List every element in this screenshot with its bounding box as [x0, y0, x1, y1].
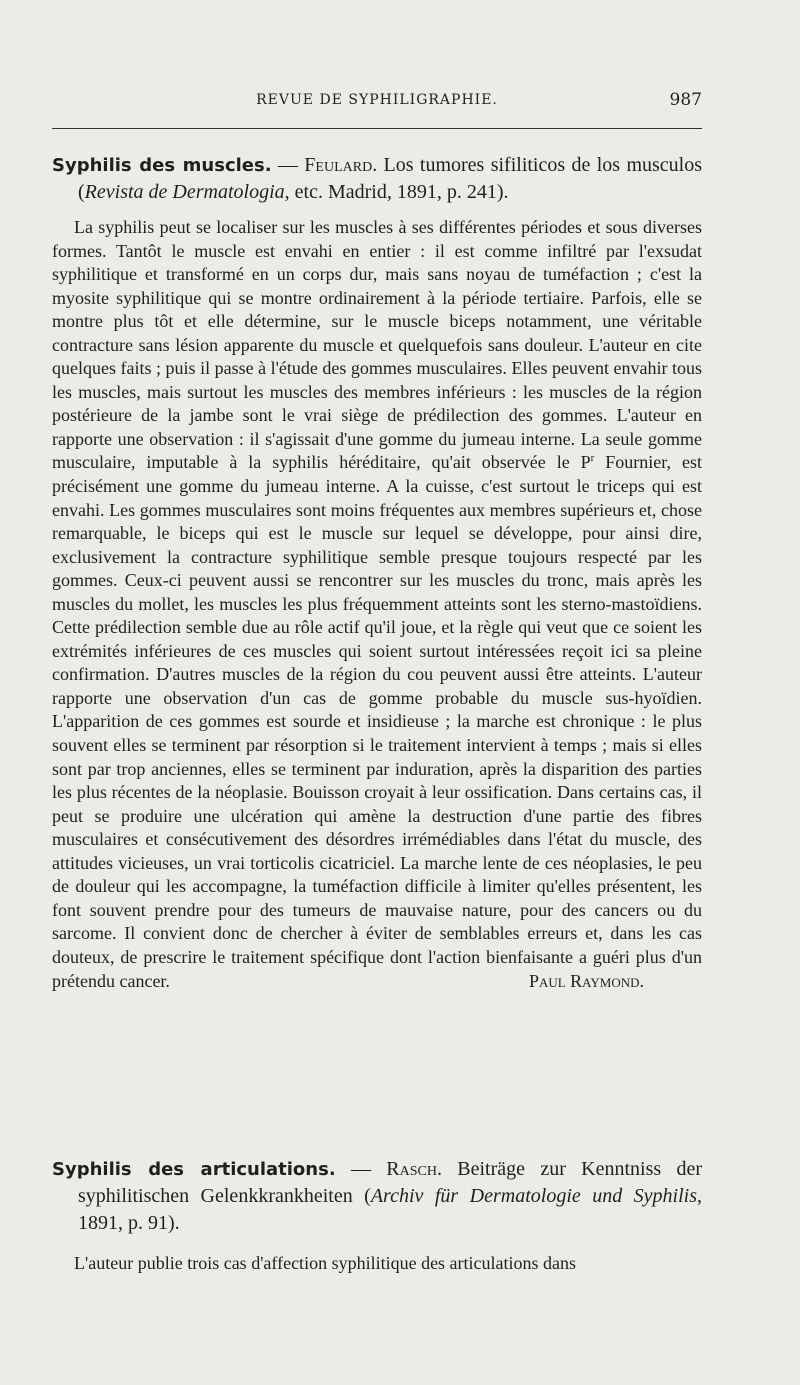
article-body	[52, 216, 702, 993]
journal-name: Archiv für Dermatologie und Syphilis	[370, 1185, 697, 1207]
citation-details: , etc. Madrid, 1891, p. 241).	[284, 181, 509, 203]
article-subject: Syphilis des articulations.	[52, 1159, 336, 1180]
superscript-r: r	[590, 452, 595, 465]
article-subject: Syphilis des muscles.	[52, 155, 272, 176]
article-heading	[52, 152, 702, 206]
article-title: . Beiträge zur Kenntniss der syphilitischen Gelenkkrankheiten (	[78, 1158, 702, 1207]
body-part-1: La syphilis peut se localiser sur les muscles à ses différentes périodes et sous diverses formes. Tantôt le muscle est envahi en entier : il est comme infiltré par l'exsudat syphilitique et transformé en un corps dur, mais sans noyau de tuméfaction ; c'est la myosite syphilitique qui se montre ordinairement à la période tertiaire. Parfois, elle se montre plus tôt et elle détermine, sur le muscle biceps notamment, une véritable contracture sans lésion apparente du muscle et quelquefois sans douleur. L'auteur en cite quelques faits ; puis il passe à l'étude des gommes musculaires. Elles peuvent envahir tous les muscles, mais surtout les muscles des membres inférieurs : les muscles de la région postérieure de la jambe sont le vrai siège de prédilection des gommes. L'auteur en rapporte une observation : il s'agissait d'une gomme du jumeau interne. La seule gomme musculaire, imputable à la syphilis héréditaire, qu'ait observée le P	[52, 217, 702, 473]
article-title: . Los tumores sifiliticos de los musculos (	[78, 154, 702, 203]
citation-details: , 1891, p. 91).	[78, 1185, 702, 1234]
heading-dash: —	[271, 154, 305, 176]
heading-dash: —	[335, 1158, 387, 1180]
page-number: 987	[669, 90, 702, 110]
article-author: Feulard	[304, 154, 373, 176]
document-page	[52, 0, 702, 1385]
running-title: REVUE DE SYPHILIGRAPHIE.	[256, 92, 498, 108]
running-head	[52, 92, 702, 114]
article-body: L'auteur publie trois cas d'affection syphilitique des articulations dans	[74, 1253, 577, 1273]
body-part-2: Fournier, est précisément une gomme du jumeau interne. A la cuisse, c'est surtout le triceps qui est envahi. Les gommes musculaires sont moins fréquentes aux membres supérieurs et, chose remarquable, le biceps qui est le muscle sur lequel se développe, pour ainsi dire, exclusivement la contracture syphilitique semble presque toujours respecté par les gommes. Ceux-ci peuvent aussi se rencontrer sur les muscles du tronc, mais après les muscles du mollet, les muscles les plus fréquemment atteints sont les sterno-mastoïdiens. Cette prédilection semble due au rôle actif qu'il joue, et la règle qui veut que ce soient les extrémités inférieures de ces muscles qui soient surtout intéressées reçoit ici sa pleine confirmation. D'autres muscles de la région du cou peuvent aussi être atteints. L'auteur rapporte une observation d'un cas de gomme probable du muscle sus-hyoïdien. L'apparition de ces gommes est sourde et insidieuse ; la marche est chronique : le plus souvent elles se terminent par résorption si le traitement intervient à temps ; mais si elles sont par trop anciennes, elles se terminent par induration, après la disparition des parties les plus récentes de la néoplasie. Bouisson croyait à leur ossification. Dans certains cas, il peut se produire une ulcération qui amène la destruction d'une partie des fibres musculaires et consécutivement des désordres irrémédiables dans l'état du muscle, des attitudes vicieuses, un vrai torticolis cicatriciel. La marche lente de ces néoplasies, le peu de douleur qui les accompagne, la tuméfaction difficile à limiter qu'elles présentent, les font souvent prendre pour des tumeurs de mauvaise nature, pour des cancers ou du sarcome. Il convient donc de chercher à éviter de semblables erreurs et, dans les cas douteux, de prescrire le traitement spécifique dont l'action bienfaisante a guéri plus d'un prétendu cancer.	[52, 452, 702, 991]
author-signature: Paul Raymond.	[528, 970, 644, 991]
article-syphilis-muscles	[52, 152, 702, 993]
article-syphilis-articulations	[52, 1156, 702, 1275]
header-rule	[52, 128, 702, 129]
journal-name: Revista de Dermatologia	[84, 181, 285, 203]
article-author: Rasch	[386, 1158, 437, 1180]
article-heading	[52, 1156, 702, 1237]
